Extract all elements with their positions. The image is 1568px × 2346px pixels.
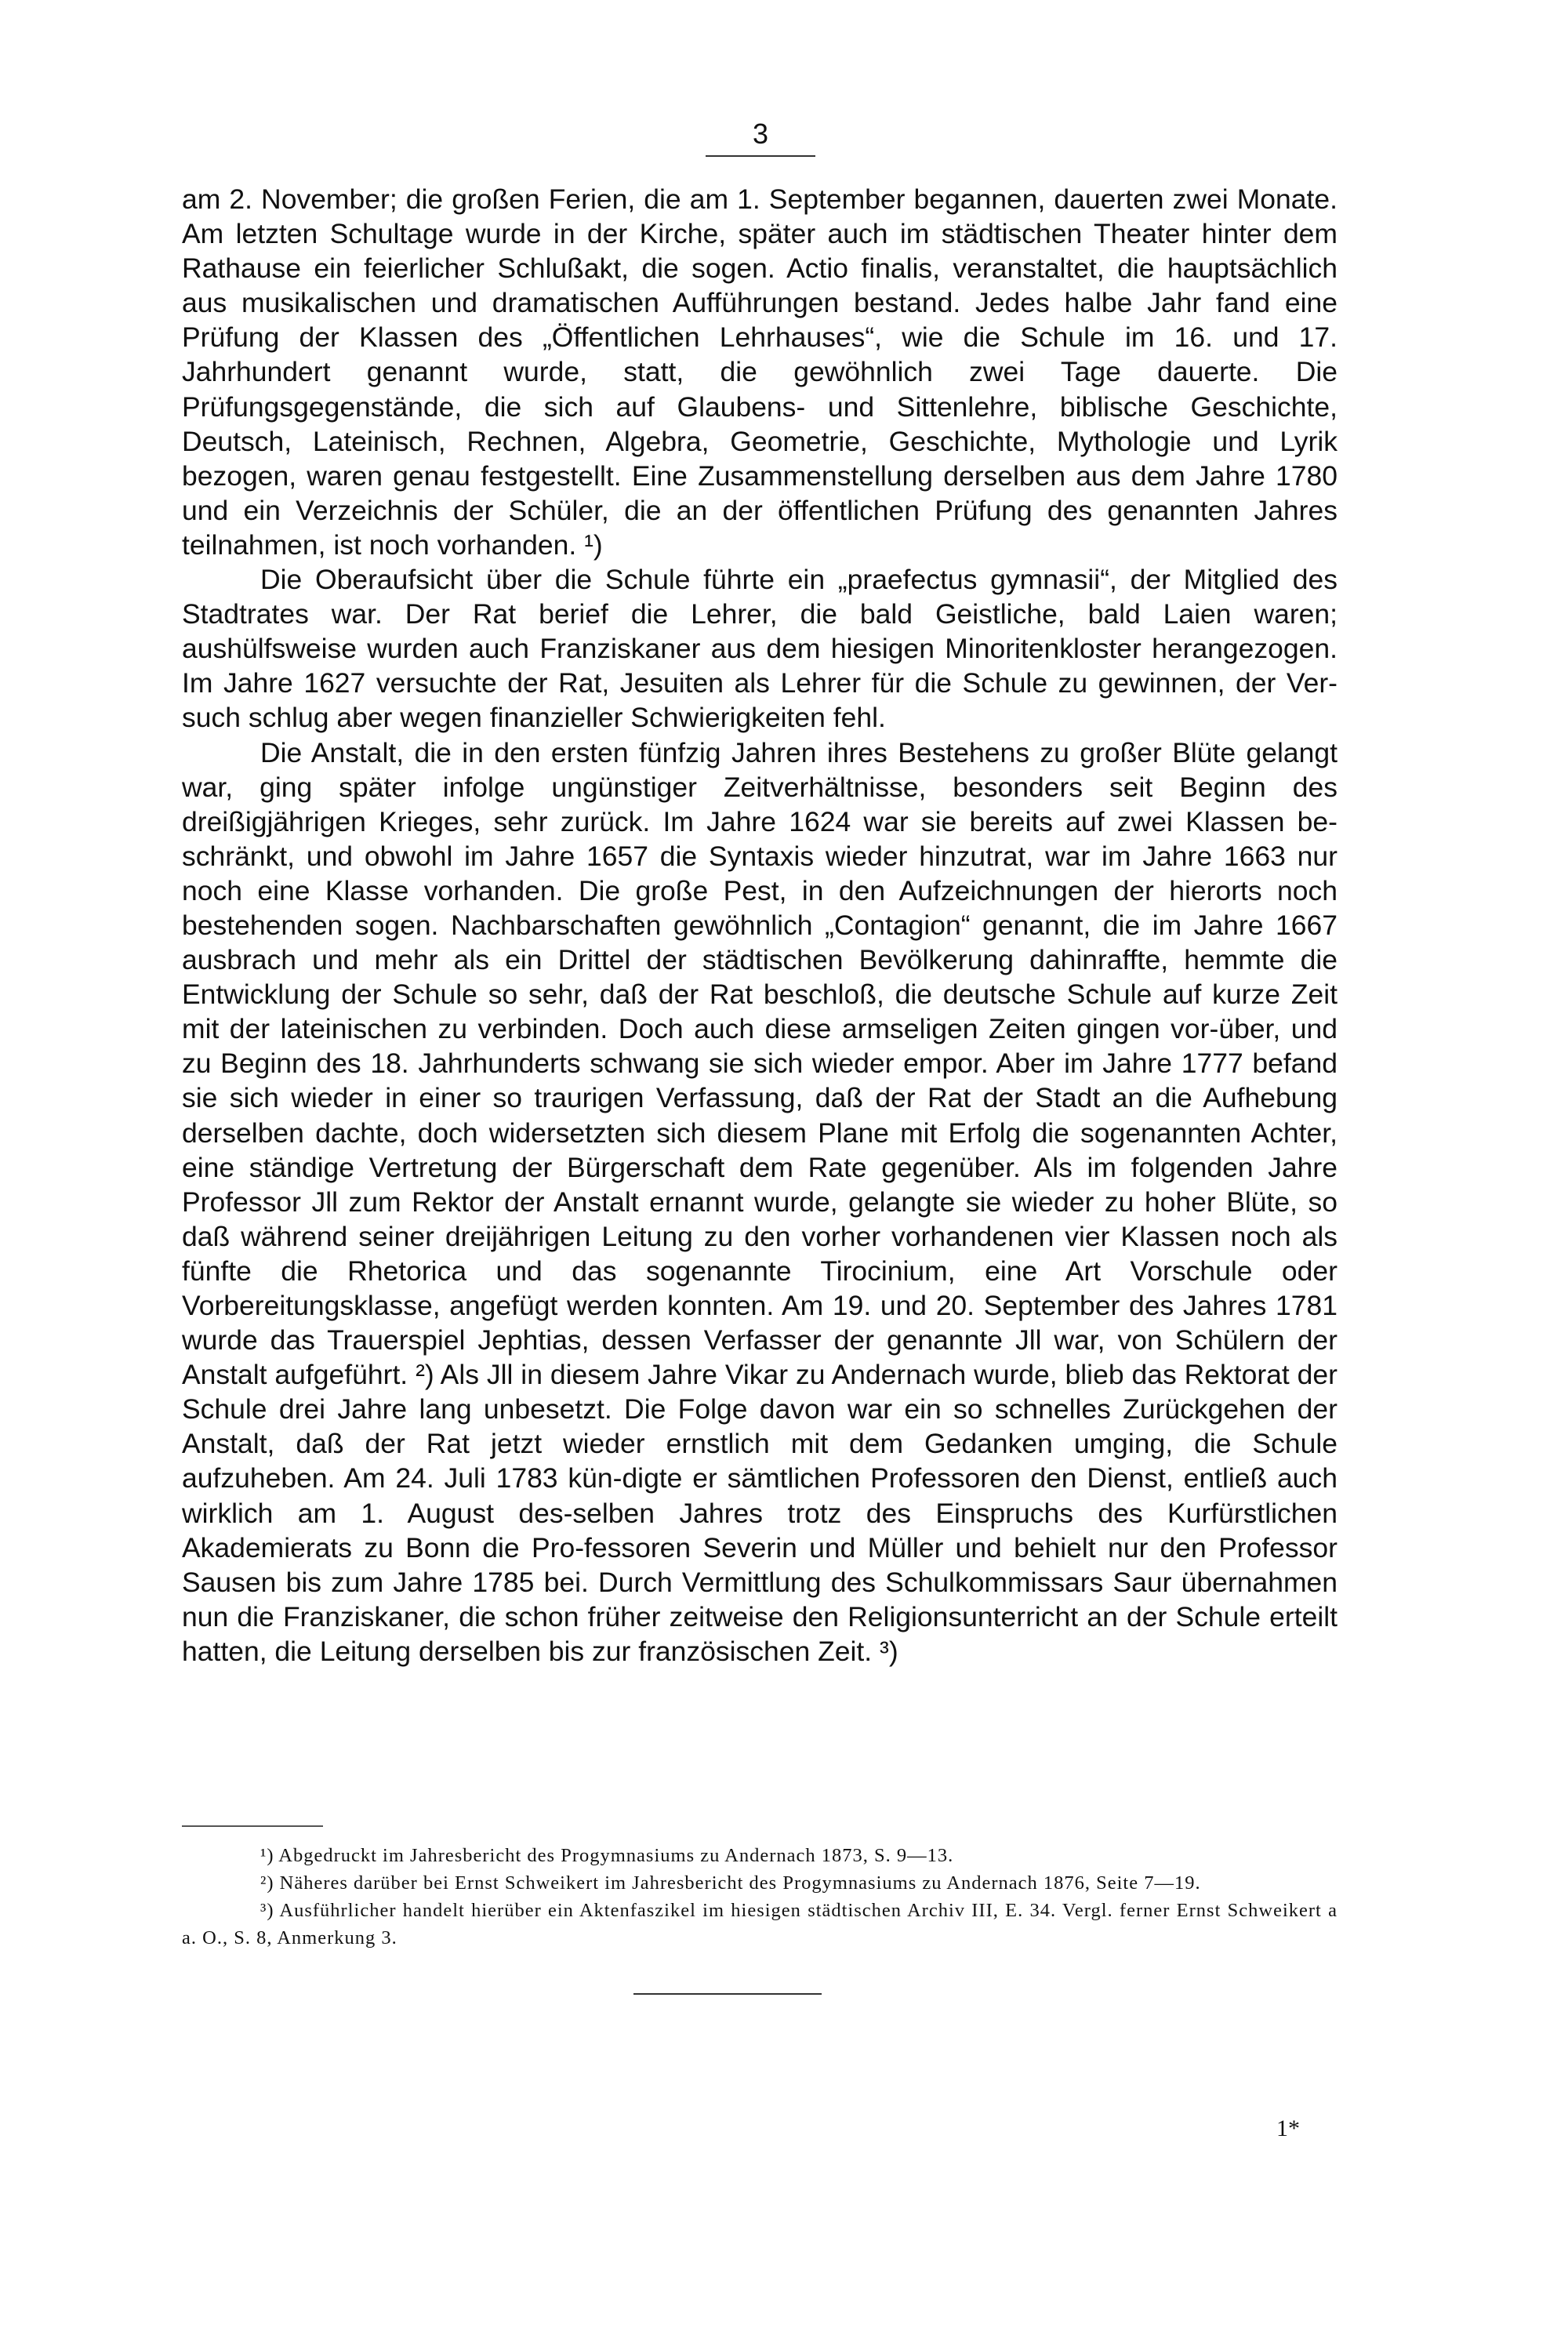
text-line: Folge davon war ein so schnelles Zurückgehen der Anstalt, daß der Rat jetzt wieder [182, 1393, 1338, 1460]
footnote-1: ¹) Abgedruckt im Jahresbericht des Progymnasiums zu Andernach 1873, S. 9—13. [260, 1845, 954, 1866]
text-line: vorhandenen vier Klassen noch als fünfte die Rhetorica und das sogenannte Tirocinium, [182, 1220, 1338, 1287]
text-line: hauptsächlich aus musikalischen und dramatischen Aufführungen bestand. Jedes halbe [182, 252, 1338, 319]
text-line: 16. und 17. Jahrhundert genannt wurde, statt, die gewöhnlich zwei Tage dauerte. Die [182, 321, 1338, 388]
text-line: zu Andernach wurde, blieb das Rektorat der Schule drei Jahre lang unbesetzt. Die [182, 1359, 1338, 1425]
text-line: Entwicklung der Schule so sehr, daß der Rat beschloß, die deutsche Schule auf kurze [182, 979, 1280, 1011]
text-line: die sogenannten Achter, eine ständige Vertretung der Bürgerschaft dem Rate gegenüber. [182, 1117, 1338, 1183]
footnote-2: ²) Näheres darüber bei Ernst Schweikert im Jahresbericht des Progymnasiums zu Andernach 1876, Seite 7—19. [260, 1872, 1201, 1894]
text-line: fessoren Severin und Müller und behielt nur den Professor Sausen bis zum Jahre 1785 [182, 1531, 1338, 1598]
text-line: dreißigjährigen Krieges, sehr zurück. Im Jahre 1624 war sie bereits auf zwei Klassen be- [182, 805, 1338, 837]
text-line: Jahr fand eine Prüfung der Klassen des „Öffentlichen Lehrhauses“, wie die Schule im [182, 287, 1338, 354]
text-line: selben Jahres trotz des Einspruchs des Kurfürstlichen Akademierats zu Bonn die Pro- [182, 1497, 1338, 1563]
text-line: Prüfungsgegenstände, die sich auf Glaubens- und Sittenlehre, biblische Geschichte, [182, 390, 1338, 423]
text-line: Deutsch, Lateinisch, Rechnen, Algebra, Geometrie, Geschichte, Mythologie und Lyrik [182, 425, 1338, 457]
text-line: digte er sämtlichen Professoren den Dienst, entließ auch wirklich am 1. August des- [182, 1462, 1338, 1529]
text-line: und ein Verzeichnis der Schüler, die an der öffentlichen Prüfung des genannten Jahres [182, 494, 1338, 526]
text-line: Jahre 1777 befand sie sich wieder in einer so traurigen Verfassung, daß der Rat der Stadt [182, 1048, 1338, 1114]
text-line: sie wieder zu hoher Blüte, so daß während seiner dreijährigen Leitung zu den vorher [182, 1186, 1338, 1252]
bottom-rule [633, 1993, 822, 1995]
text-line: die schon früher zeitweise den Religionsunterricht an der Schule erteilt hatten, die [182, 1600, 1338, 1667]
text-line: hinter dem Rathause ein feierlicher Schlußakt, die sogen. Actio finalis, veranstaltet, die [182, 218, 1338, 285]
text-line: genannte Jll war, von Schülern der Anstalt aufgeführt. ²) Als Jll in diesem Jahre Vikar [182, 1324, 1338, 1391]
text-line: aushülfsweise wurden auch Franziskaner aus dem hiesigen Minoritenkloster herangezogen. [182, 633, 1338, 665]
text-line: eine Art Vorschule oder Vorbereitungsklasse, angefügt werden konnten. Am 19. und [182, 1255, 1338, 1321]
text-line: schränkt, und obwohl im Jahre 1657 die Syntaxis wieder hinzutrat, war im Jahre 1663 nur [182, 840, 1338, 872]
text-line: Leitung derselben bis zur französischen Zeit. ³) [319, 1635, 898, 1667]
text-line: teilnahmen, ist noch vorhanden. ¹) [182, 528, 603, 561]
text-line: bei. Durch Vermittlung des Schulkommissars Saur übernahmen nun die Franziskaner, [182, 1566, 1338, 1632]
paragraph-3 [182, 735, 1338, 1669]
text-line: Zeit mit der lateinischen zu verbinden. Doch auch diese armseligen Zeiten gingen vor- [182, 979, 1338, 1045]
paragraph-1 [182, 182, 1338, 562]
main-text [182, 182, 1338, 1669]
text-line: über, und zu Beginn des 18. Jahrhunderts schwang sie sich wieder empor. Aber im [182, 1013, 1338, 1080]
text-line: des Stadtrates war. Der Rat berief die Lehrer, die bald Geistliche, bald Laien waren; [182, 564, 1338, 630]
text-line: an die Aufhebung derselben dachte, doch widersetzten sich diesem Plane mit Erfolg [182, 1082, 1338, 1149]
text-line: Als im folgenden Jahre Professor Jll zum Rektor der Anstalt ernannt wurde, gelangte [182, 1151, 1338, 1218]
footnotes [182, 1842, 1338, 1952]
text-line: such schlug aber wegen finanzieller Schwierigkeiten fehl. [182, 702, 886, 734]
footnote-3: ³) Ausführlicher handelt hierüber ein Aktenfaszikel im hiesigen städtischen Archiv III, E. 34. Vergl. ferner Ernst Schweikert a a. O., S. 8, Anmerkung 3. [182, 1900, 1338, 1948]
text-line: Die Anstalt, die in den ersten fünfzig Jahren ihres Bestehens zu großer Blüte [260, 736, 1236, 768]
text-line: ernstlich mit dem Gedanken umging, die Schule aufzuheben. Am 24. Juli 1783 kün- [182, 1428, 1338, 1494]
text-line: 20. September des Jahres 1781 wurde das Trauerspiel Jephtias, dessen Verfasser der [182, 1290, 1338, 1356]
text-line: bezogen, waren genau festgestellt. Eine Zusammenstellung derselben aus dem Jahre 1780 [182, 459, 1338, 492]
paragraph-2 [182, 562, 1338, 735]
text-line: Die Oberaufsicht über die Schule führte ein „praefectus gymnasii“, der Mitglied [260, 564, 1279, 596]
text-line: Monate. Am letzten Schultage wurde in der Kirche, später auch im städtischen Theater [182, 183, 1338, 250]
page-number: 3 [752, 118, 769, 150]
signature-mark: 1* [1276, 2115, 1300, 2141]
text-line: bestehenden sogen. Nachbarschaften gewöhnlich „Contagion“ genannt, die im Jahre 1667 [182, 909, 1338, 941]
text-line: gelangt war, ging später infolge ungünstiger Zeitverhältnisse, besonders seit Beginn des [182, 736, 1338, 803]
text-line: am 2. November; die großen Ferien, die am 1. September begannen, dauerten zwei [182, 183, 1229, 215]
footnote-separator [182, 1825, 323, 1827]
text-line: ausbrach und mehr als ein Drittel der städtischen Bevölkerung dahinraffte, hemmte die [182, 944, 1338, 976]
text-line: noch eine Klasse vorhanden. Die große Pest, in den Aufzeichnungen der hierorts noch [182, 874, 1338, 906]
text-line: Im Jahre 1627 versuchte der Rat, Jesuiten als Lehrer für die Schule zu gewinnen, der Ver- [182, 667, 1338, 699]
page-number-rule [706, 155, 815, 157]
